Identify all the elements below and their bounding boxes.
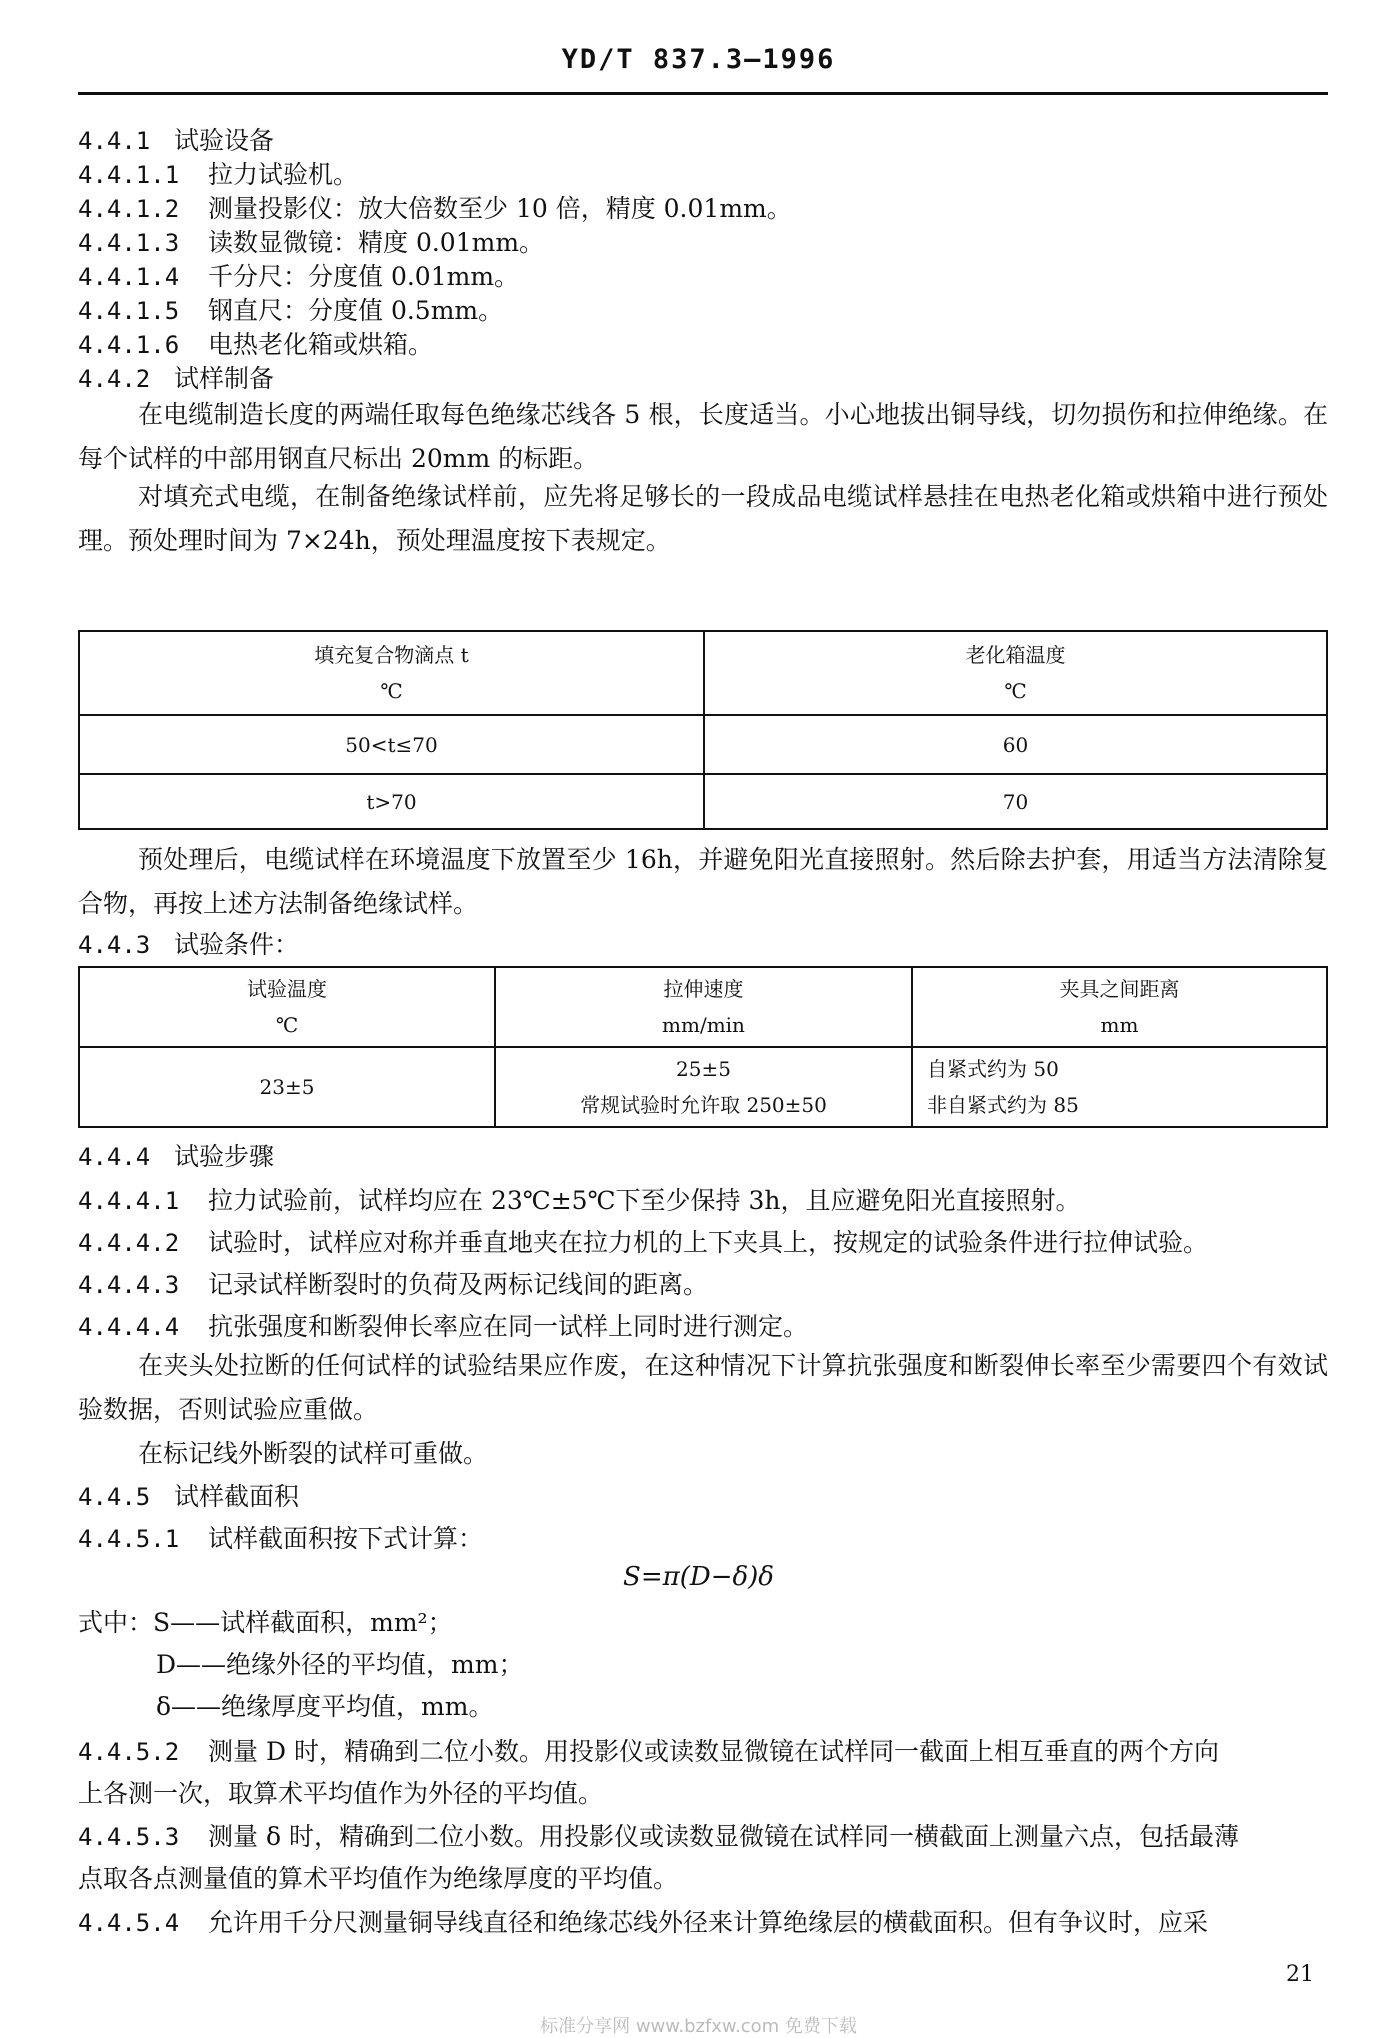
table-cell: 23±5 — [79, 1047, 495, 1127]
table-cell: 70 — [704, 774, 1327, 829]
item-4-4-4-1: 4.4.4.1 拉力试验前，试样均应在 23℃±5℃下至少保持 3h，且应避免阳光直接照射。 — [78, 1186, 1081, 1215]
item-4-4-1-3: 4.4.1.3 读数显微镜：精度 0.01mm。 — [78, 228, 545, 257]
document-code: YD/T 837.3—1996 — [561, 44, 836, 75]
paragraph-invalid-results: 在夹头处拉断的任何试样的试验结果应作废，在这种情况下计算抗张强度和断裂伸长率至少需要四个有效试验数据，否则试验应重做。 — [78, 1351, 1328, 1424]
table2-header-temperature: 试验温度 ℃ — [79, 967, 495, 1047]
item-4-4-1-4: 4.4.1.4 千分尺：分度值 0.01mm。 — [78, 262, 520, 291]
item-4-4-5-2: 4.4.5.2 测量 D 时，精确到二位小数。用投影仪或读数显微镜在试样同一截面上相互垂直的两个方向 — [78, 1737, 1219, 1766]
item-4-4-1-1: 4.4.1.1 拉力试验机。 — [78, 160, 359, 189]
item-4-4-4-3: 4.4.4.3 记录试样断裂时的负荷及两标记线间的距离。 — [78, 1270, 709, 1299]
formula-cross-section: S=π(D−δ)δ — [623, 1562, 774, 1592]
page-number: 21 — [1286, 1962, 1314, 1987]
item-4-4-5-2-cont: 上各测一次，取算术平均值作为外径的平均值。 — [78, 1779, 604, 1808]
table-cell: 50<t≤70 — [79, 715, 704, 774]
paragraph-sample-prep: 在电缆制造长度的两端任取每色绝缘芯线各 5 根，长度适当。小心地拔出铜导线，切勿损伤和拉伸绝缘。在每个试样的中部用钢直尺标出 20mm 的标距。 — [78, 400, 1328, 473]
header-rule — [78, 92, 1328, 95]
paragraph-retest: 在标记线外断裂的试样可重做。 — [138, 1439, 489, 1468]
section-4-4-1: 4.4.1 试验设备 — [78, 126, 275, 155]
section-4-4-3: 4.4.3 试验条件： — [78, 930, 300, 959]
formula-legend-d: D——绝缘外径的平均值，mm； — [156, 1650, 524, 1679]
item-4-4-4-2: 4.4.4.2 试验时，试样应对称并垂直地夹在拉力机的上下夹具上，按规定的试验条件进行拉伸试验。 — [78, 1228, 1209, 1257]
formula-legend: 式中：S——试样截面积，mm²； — [78, 1608, 453, 1637]
section-4-4-2: 4.4.2 试样制备 — [78, 364, 275, 393]
paragraph-preconditioning: 对填充式电缆，在制备绝缘试样前，应先将足够长的一段成品电缆试样悬挂在电热老化箱或烘箱中进行预处理。预处理时间为 7×24h，预处理温度按下表规定。 — [78, 482, 1328, 555]
paragraph-after-preconditioning: 预处理后，电缆试样在环境温度下放置至少 16h，并避免阳光直接照射。然后除去护套，用适当方法清除复合物，再按上述方法制备绝缘试样。 — [78, 845, 1328, 918]
formula-legend-delta: δ——绝缘厚度平均值，mm。 — [156, 1692, 494, 1721]
item-4-4-1-2: 4.4.1.2 测量投影仪：放大倍数至少 10 倍，精度 0.01mm。 — [78, 194, 792, 223]
table1-header-oven-temp: 老化箱温度 ℃ — [704, 631, 1327, 715]
item-4-4-1-6: 4.4.1.6 电热老化箱或烘箱。 — [78, 330, 434, 359]
item-4-4-5-3: 4.4.5.3 测量 δ 时，精确到二位小数。用投影仪或读数显微镜在试样同一横截面上测量六点，包括最薄 — [78, 1822, 1239, 1851]
item-4-4-5-1: 4.4.5.1 试样截面积按下式计算： — [78, 1524, 484, 1553]
table-cell: t>70 — [79, 774, 704, 829]
table2-header-distance: 夹具之间距离 mm — [912, 967, 1327, 1047]
table-test-conditions — [78, 966, 1328, 1128]
watermark: 标准分享网 www.bzfxw.com 免费下载 — [540, 2016, 857, 2037]
table2-header-speed: 拉伸速度 mm/min — [495, 967, 912, 1047]
table-cell: 自紧式约为 50 非自紧式约为 85 — [912, 1047, 1327, 1127]
item-4-4-4-4: 4.4.4.4 抗张强度和断裂伸长率应在同一试样上同时进行测定。 — [78, 1312, 809, 1341]
item-4-4-1-5: 4.4.1.5 钢直尺：分度值 0.5mm。 — [78, 296, 504, 325]
item-4-4-5-3-cont: 点取各点测量值的算术平均值作为绝缘厚度的平均值。 — [78, 1864, 679, 1893]
section-4-4-5: 4.4.5 试样截面积 — [78, 1482, 300, 1511]
section-4-4-4: 4.4.4 试验步骤 — [78, 1142, 275, 1171]
table-preconditioning — [78, 630, 1328, 830]
table-cell: 60 — [704, 715, 1327, 774]
table-cell: 25±5 常规试验时允许取 250±50 — [495, 1047, 912, 1127]
table1-header-fill-dropping-point: 填充复合物滴点 t ℃ — [79, 631, 704, 715]
item-4-4-5-4: 4.4.5.4 允许用千分尺测量铜导线直径和绝缘芯线外径来计算绝缘层的横截面积。但有争议时，应采 — [78, 1908, 1209, 1937]
